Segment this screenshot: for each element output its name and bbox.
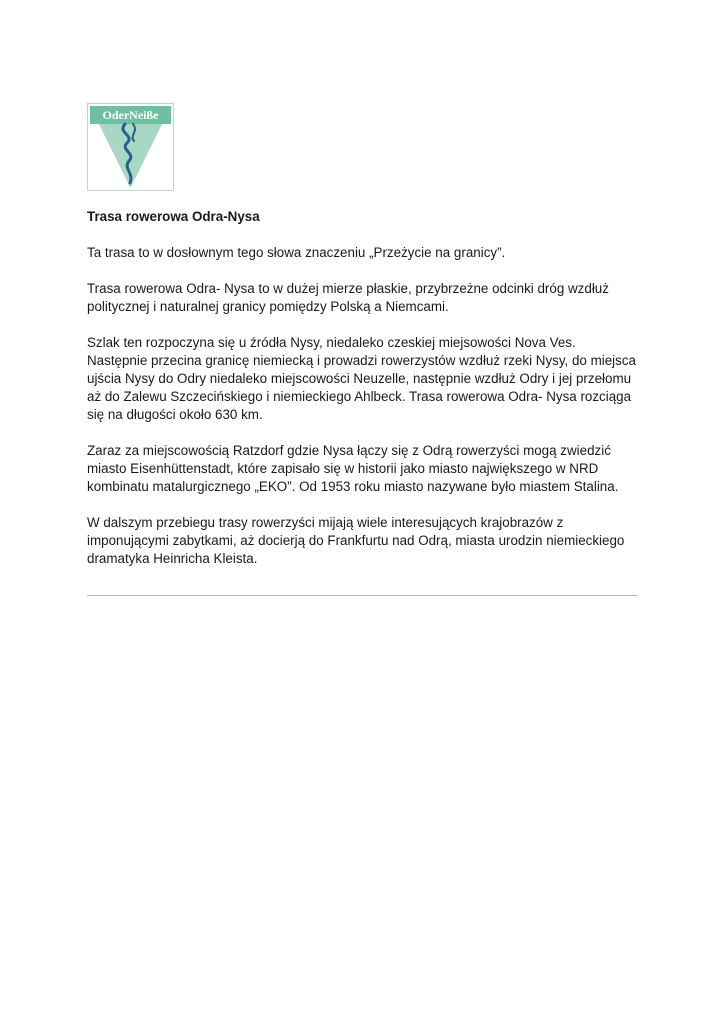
- paragraph-intro: Ta trasa to w dosłownym tego słowa znaczeniu „Przeżycie na granicy”.: [87, 245, 506, 260]
- paragraph-eisenhuttenstadt: Zaraz za miejscowością Ratzdorf gdzie Nysa łączy się z Odrą rowerzyści mogą zwiedzić miasto Eisenhüttenstadt, które zapisało się w historii jako miasto największego w NRD kombinatu matalurgicznego „EKO”. Od 1953 roku miasto nazywane było miastem Stalina.: [87, 443, 619, 494]
- paragraph-route-description: Trasa rowerowa Odra- Nysa to w dużej mierze płaskie, przybrzeżne odcinki dróg wzdłuż politycznej i naturalnej granicy pomiędzy Polską a Niemcami.: [87, 281, 609, 314]
- document-body: [87, 208, 639, 586]
- oderneisse-logo: [87, 103, 174, 191]
- logo-text: OderNeiße: [102, 108, 159, 122]
- paragraph-route-course: Szlak ten rozpoczyna się u źródła Nysy, niedaleko czeskiej miejsowości Nova Ves. Następnie przecina granicę niemiecką i prowadzi rowerzystów wzdłuż rzeki Nysy, do miejsca ujścia Nysy do Odry niedaleko miejscowości Neuzelle, następnie wzdłuż Odry i jej przełomu aż do Zalewu Szczecińskiego i niemieckiego Ahlbeck. Trasa rowerowa Odra- Nysa rozciąga się na długości około 630 km.: [87, 335, 636, 422]
- document-title: Trasa rowerowa Odra-Nysa: [87, 209, 260, 224]
- oderneisse-logo-graphic: [87, 103, 174, 191]
- paragraph-frankfurt: W dalszym przebiegu trasy rowerzyści mijają wiele interesujących krajobrazów z imponującymi zabytkami, aż docierją do Frankfurtu nad Odrą, miasta urodzin niemieckiego dramatyka Heinricha Kleista.: [87, 515, 625, 566]
- horizontal-divider: [87, 595, 638, 596]
